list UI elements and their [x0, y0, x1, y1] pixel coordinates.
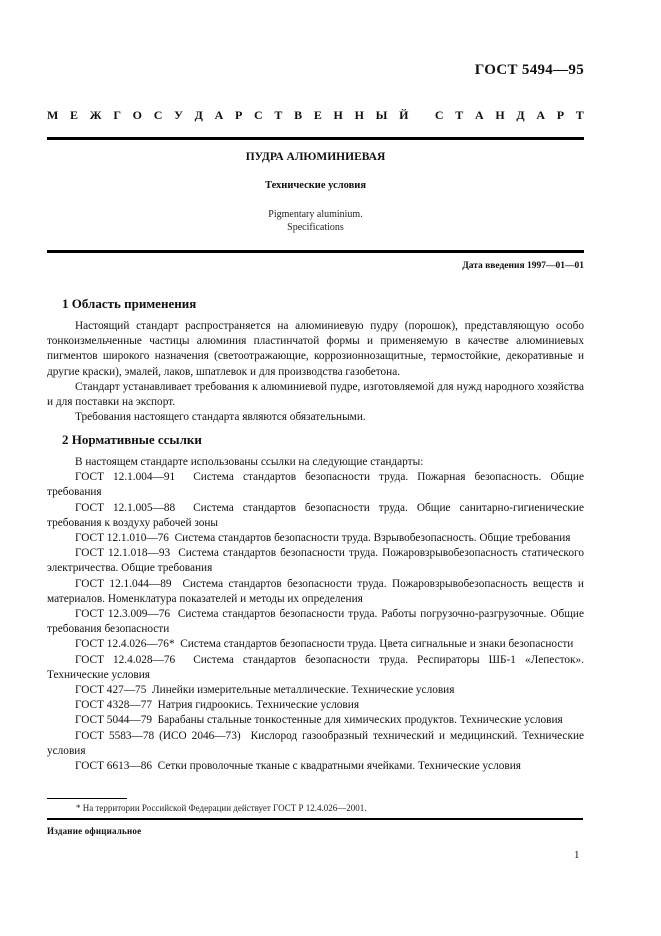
reference-item	[47, 698, 584, 713]
reference-title: Барабаны стальные тонкостенные для химических продуктов. Технические условия	[157, 714, 563, 727]
edition-label: Издание официальное	[47, 826, 142, 836]
reference-title: Система стандартов безопасности труда. Пожаровзрывобезопасность статического электричества. Общие требования	[47, 547, 584, 575]
reference-code: ГОСТ 12.4.028—76	[75, 653, 176, 666]
reference-title: Система стандартов безопасности труда. Пожарная безопасность. Общие требования	[47, 471, 584, 499]
reference-item	[47, 683, 584, 698]
reference-item	[47, 577, 584, 607]
banner-letter: Е	[70, 108, 79, 122]
bottom-divider	[47, 818, 583, 820]
banner-gap	[420, 108, 423, 123]
banner-letter: Ж	[89, 108, 102, 122]
banner-letter: Т	[274, 108, 283, 122]
reference-title: Кислород газообразный технический и медицинский. Технические условия	[47, 729, 584, 757]
reference-code: ГОСТ 12.1.005—88	[75, 501, 176, 514]
banner-letter: Н	[495, 108, 505, 122]
reference-title: Система стандартов безопасности труда. Пожаровзрывобезопасность веществ и материалов. Номенклатура показателей и методы их определения	[47, 577, 584, 605]
banner-letter: А	[536, 108, 546, 122]
reference-item	[47, 470, 584, 500]
reference-item	[47, 531, 584, 546]
document-code: ГОСТ 5494—95	[474, 62, 584, 78]
reference-title: Система стандартов безопасности труда. Взрывобезопасность. Общие требования	[174, 532, 571, 545]
banner-letter: С	[153, 108, 163, 122]
banner-letter: Н	[354, 108, 364, 122]
reference-item	[47, 759, 584, 774]
banner-letter: А	[474, 108, 484, 122]
page-number: 1	[574, 849, 580, 861]
reference-title: Система стандартов безопасности труда. Респираторы ШБ-1 «Лепесток». Технические условия	[47, 653, 584, 681]
section-1-heading: 1 Область применения	[62, 296, 197, 311]
reference-item	[47, 501, 584, 531]
footnote: * На территории Российской Федерации действует ГОСТ Р 12.4.026—2001.	[76, 803, 367, 813]
reference-title: Система стандартов безопасности труда. Общие санитарно-гигиенические требования к воздуху рабочей зоны	[47, 501, 584, 529]
banner-letter: Н	[333, 108, 343, 122]
english-title-line: Specifications	[287, 222, 344, 233]
reference-code: ГОСТ 12.1.004—91	[75, 471, 176, 484]
banner-letter: Ы	[375, 108, 388, 122]
paragraph: Стандарт устанавливает требования к алюминиевой пудре, изготовляемой для нужд народного хозяйства и для поставки на экспорт.	[47, 380, 584, 409]
section-2-body	[47, 455, 584, 774]
reference-code: ГОСТ 5044—79	[75, 714, 152, 727]
banner-letter: Д	[516, 108, 525, 122]
banner-letter: С	[254, 108, 263, 122]
banner-letter: Р	[556, 108, 565, 122]
paragraph: Требования настоящего стандарта являются обязательными.	[75, 411, 366, 424]
banner-letter: Р	[234, 108, 243, 122]
top-divider	[47, 137, 584, 140]
reference-code: ГОСТ 12.1.044—89	[75, 577, 172, 590]
banner-letter: Й	[399, 108, 409, 122]
reference-code: ГОСТ 12.4.026—76*	[75, 638, 175, 651]
english-title-line: Pigmentary aluminium.	[268, 209, 363, 220]
reference-title: Система стандартов безопасности труда. Цвета сигнальные и знаки безопасности	[180, 638, 574, 651]
section-2-heading: 2 Нормативные ссылки	[62, 432, 202, 447]
reference-item	[47, 653, 584, 683]
reference-code: ГОСТ 5583—78 (ИСО 2046—73)	[75, 729, 241, 742]
section-1-body	[47, 319, 584, 425]
banner-letter: А	[214, 108, 224, 122]
standard-banner	[47, 108, 584, 123]
document-subtitle: Технические условия	[264, 180, 367, 191]
reference-item	[47, 637, 584, 652]
banner-letter: У	[174, 108, 183, 122]
paragraph: Настоящий стандарт распространяется на алюминиевую пудру (порошок), представляющую особо тонкоизмельченные частицы алюминия пластинчатой формы и применяемую в качестве алюминиевых пигментов широкого назначения (светоотражающие, коррозионнозащитные, термостойкие, декоративные и другие краски), эмалей, лаков, шпатлевок и для производства газобетона.	[47, 320, 584, 378]
english-title	[47, 208, 584, 234]
reference-code: ГОСТ 12.1.010—76	[75, 532, 169, 545]
paragraph: В настоящем стандарте использованы ссылки на следующие стандарты:	[75, 456, 424, 468]
reference-code: ГОСТ 12.1.018—93	[75, 547, 171, 560]
banner-letter: М	[47, 108, 59, 122]
banner-letter: Г	[113, 108, 121, 122]
introduction-date: Дата введения 1997—01—01	[462, 261, 584, 271]
reference-item	[47, 607, 584, 637]
reference-title: Сетки проволочные тканые с квадратными ячейками. Технические условия	[157, 760, 521, 773]
reference-item	[47, 713, 584, 728]
banner-letter: С	[434, 108, 444, 122]
reference-code: ГОСТ 427—75	[75, 684, 147, 697]
reference-title: Натрия гидроокись. Технические условия	[157, 699, 360, 712]
banner-letter: В	[294, 108, 303, 122]
title-divider	[47, 250, 584, 253]
banner-letter: О	[132, 108, 143, 122]
reference-code: ГОСТ 6613—86	[75, 760, 152, 773]
reference-item	[47, 729, 584, 759]
reference-title: Система стандартов безопасности труда. Работы погрузочно-разгрузочные. Общие требования безопасности	[47, 608, 584, 636]
footnote-divider	[47, 798, 127, 799]
reference-item	[47, 546, 584, 576]
banner-letter: Т	[575, 108, 584, 122]
reference-code: ГОСТ 12.3.009—76	[75, 608, 171, 621]
reference-title: Линейки измерительные металлические. Технические условия	[152, 684, 455, 697]
banner-letter: Е	[313, 108, 322, 122]
banner-letter: Т	[455, 108, 464, 122]
document-title: ПУДРА АЛЮМИНИЕВАЯ	[245, 151, 386, 163]
reference-code: ГОСТ 4328—77	[75, 699, 152, 712]
banner-letter: Д	[194, 108, 203, 122]
